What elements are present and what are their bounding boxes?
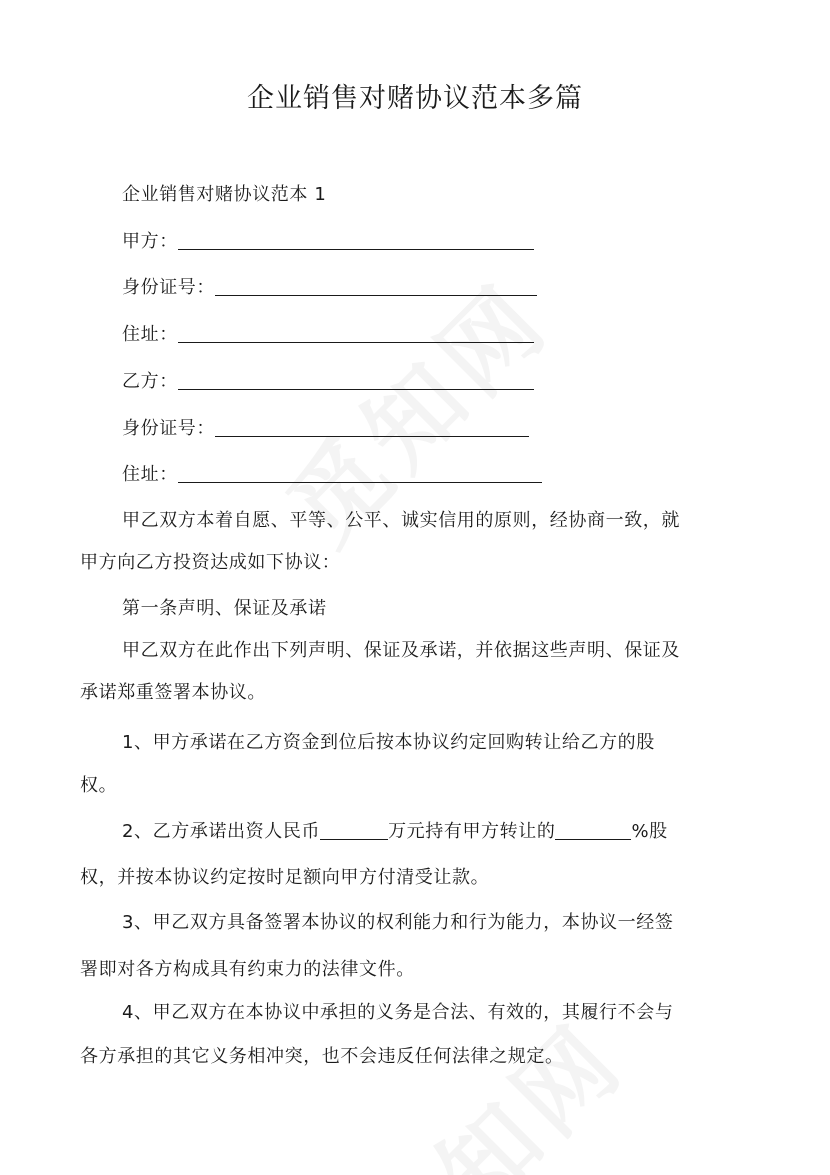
paragraph-line: 甲乙双方本着自愿、平等、公平、诚实信用的原则，经协商一致，就 <box>122 510 680 531</box>
fill-in-blank <box>178 464 542 483</box>
field-party-a <box>122 230 534 254</box>
paragraph-line: 甲乙双方在此作出下列声明、保证及承诺，并依据这些声明、保证及 <box>122 640 680 661</box>
field-id-number-a <box>122 276 537 300</box>
paragraph-line: 各方承担的其它义务相冲突，也不会违反任何法律之规定。 <box>80 1046 564 1067</box>
field-label: 乙方： <box>122 371 178 392</box>
paragraph-line: 权，并按本协议约定按时足额向甲方付清受让款。 <box>80 867 490 888</box>
paragraph-line <box>122 820 752 844</box>
document-title: 企业销售对赌协议范本多篇 <box>247 83 583 114</box>
fill-in-blank <box>555 821 631 840</box>
paragraph-line: 甲方向乙方投资达成如下协议： <box>80 552 341 573</box>
field-label: 住址： <box>122 324 178 345</box>
field-label: 住址： <box>122 464 178 485</box>
fill-in-blank <box>178 324 534 343</box>
field-id-number-b <box>122 417 529 441</box>
paragraph-line: 1、甲方承诺在乙方资金到位后按本协议约定回购转让给乙方的股 <box>122 732 655 753</box>
field-label: 身份证号： <box>122 418 215 439</box>
field-address-a <box>122 323 534 347</box>
paragraph-line: 权。 <box>80 775 118 796</box>
field-address-b <box>122 463 542 487</box>
fill-in-blank <box>215 277 537 296</box>
section-subtitle: 企业销售对赌协议范本 1 <box>122 184 327 205</box>
fill-in-blank <box>320 821 388 840</box>
paragraph-line: 承诺郑重签署本协议。 <box>80 682 266 703</box>
paragraph-line: 4、甲乙双方在本协议中承担的义务是合法、有效的，其履行不会与 <box>122 1002 674 1023</box>
text-segment: 2、乙方承诺出资人民币 <box>122 821 321 842</box>
text-segment: 万元持有甲方转让的 <box>388 821 556 842</box>
text-segment: %股 <box>631 821 668 842</box>
paragraph-line: 3、甲乙双方具备签署本协议的权利能力和行为能力，本协议一经签 <box>122 912 674 933</box>
field-party-b <box>122 370 534 394</box>
article-heading: 第一条声明、保证及承诺 <box>122 598 327 619</box>
fill-in-blank <box>215 418 529 437</box>
field-label: 甲方： <box>122 231 178 252</box>
paragraph-line: 署即对各方构成具有约束力的法律文件。 <box>80 959 415 980</box>
fill-in-blank <box>178 371 534 390</box>
fill-in-blank <box>178 231 534 250</box>
field-label: 身份证号： <box>122 277 215 298</box>
